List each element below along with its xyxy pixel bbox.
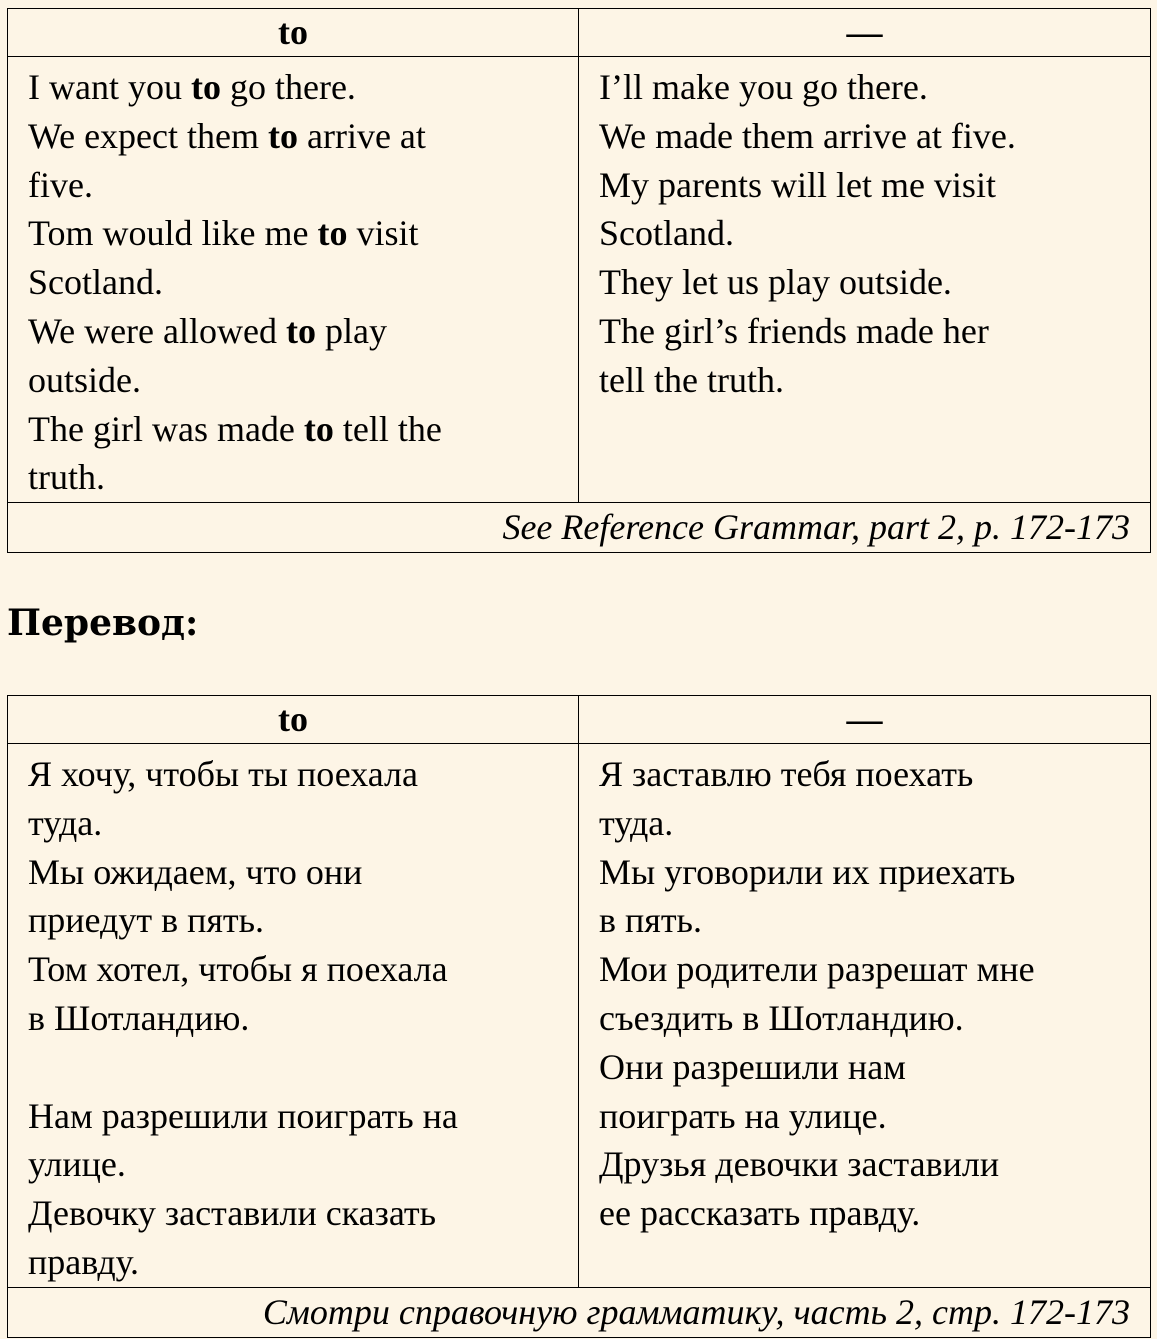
with-to-translations: [8, 744, 579, 1288]
example-line: I want you to go there.: [28, 67, 356, 107]
table-header-row: [8, 9, 1151, 57]
translation-line: улице.: [28, 1144, 126, 1185]
table-body-row: [8, 744, 1151, 1288]
translation-line: Я заставлю тебя поехать: [599, 754, 974, 794]
translation-line: правду.: [28, 1241, 140, 1282]
translation-line: поиграть на улице.: [599, 1095, 887, 1136]
translation-line: Друзья девочки заставили: [599, 1144, 1000, 1185]
table-body-row: [8, 57, 1151, 503]
translation-line: Они разрешили нам: [599, 1046, 906, 1087]
example-line: Tom would like me to visit: [28, 213, 419, 254]
translation-line: Девочку заставили сказать: [28, 1193, 437, 1234]
example-line: My parents will let me visit: [599, 164, 996, 205]
translation-line: Я хочу, чтобы ты поехала: [28, 754, 418, 794]
header-without-to: —: [579, 696, 1151, 744]
translation-line: Мы ожидаем, что они: [28, 851, 363, 892]
english-examples-table: [7, 8, 1151, 553]
example-line: tell the truth.: [599, 359, 784, 400]
example-line: We were allowed to play: [28, 310, 387, 351]
translation-line: Мы уговорили их приехать: [599, 851, 1016, 892]
with-to-examples: [8, 57, 579, 503]
translation-line: Том хотел, чтобы я поехала: [28, 949, 448, 990]
russian-translation-table: [7, 695, 1151, 1338]
translation-line: приедут в пять.: [28, 900, 265, 941]
translation-line: Мои родители разрешат мне: [599, 949, 1035, 990]
translation-line: в пять.: [599, 900, 702, 941]
without-to-examples: [579, 57, 1151, 503]
example-line: We made them arrive at five.: [599, 115, 1016, 156]
translation-line: ее рассказать правду.: [599, 1193, 921, 1234]
translation-line: туда.: [599, 802, 674, 843]
translation-line: туда.: [28, 802, 103, 843]
translation-line: Нам разрешили поиграть на: [28, 1095, 458, 1136]
example-line: The girl’s friends made her: [599, 310, 989, 351]
example-line: They let us play outside.: [599, 262, 952, 303]
example-line: truth.: [28, 457, 105, 498]
reference-note: Смотри справочную грамматику, часть 2, стр. 172-173: [8, 1287, 1151, 1337]
header-without-to: —: [579, 9, 1151, 57]
example-line: Scotland.: [28, 262, 163, 303]
header-with-to: to: [8, 696, 579, 744]
reference-row: [8, 503, 1151, 553]
table-header-row: [8, 696, 1151, 744]
example-line: I’ll make you go there.: [599, 67, 928, 107]
example-line: five.: [28, 164, 93, 205]
example-line: Scotland.: [599, 213, 734, 254]
without-to-translations: [579, 744, 1151, 1288]
translation-heading: Перевод:: [7, 602, 199, 644]
reference-row: [8, 1287, 1151, 1337]
translation-line: съездить в Шотландию.: [599, 997, 964, 1038]
header-with-to: to: [8, 9, 579, 57]
example-line: The girl was made to tell the: [28, 408, 442, 449]
reference-note: See Reference Grammar, part 2, p. 172-173: [8, 503, 1151, 553]
blank-line: [28, 1043, 572, 1092]
example-line: We expect them to arrive at: [28, 115, 426, 156]
example-line: outside.: [28, 359, 141, 400]
translation-line: в Шотландию.: [28, 997, 250, 1038]
